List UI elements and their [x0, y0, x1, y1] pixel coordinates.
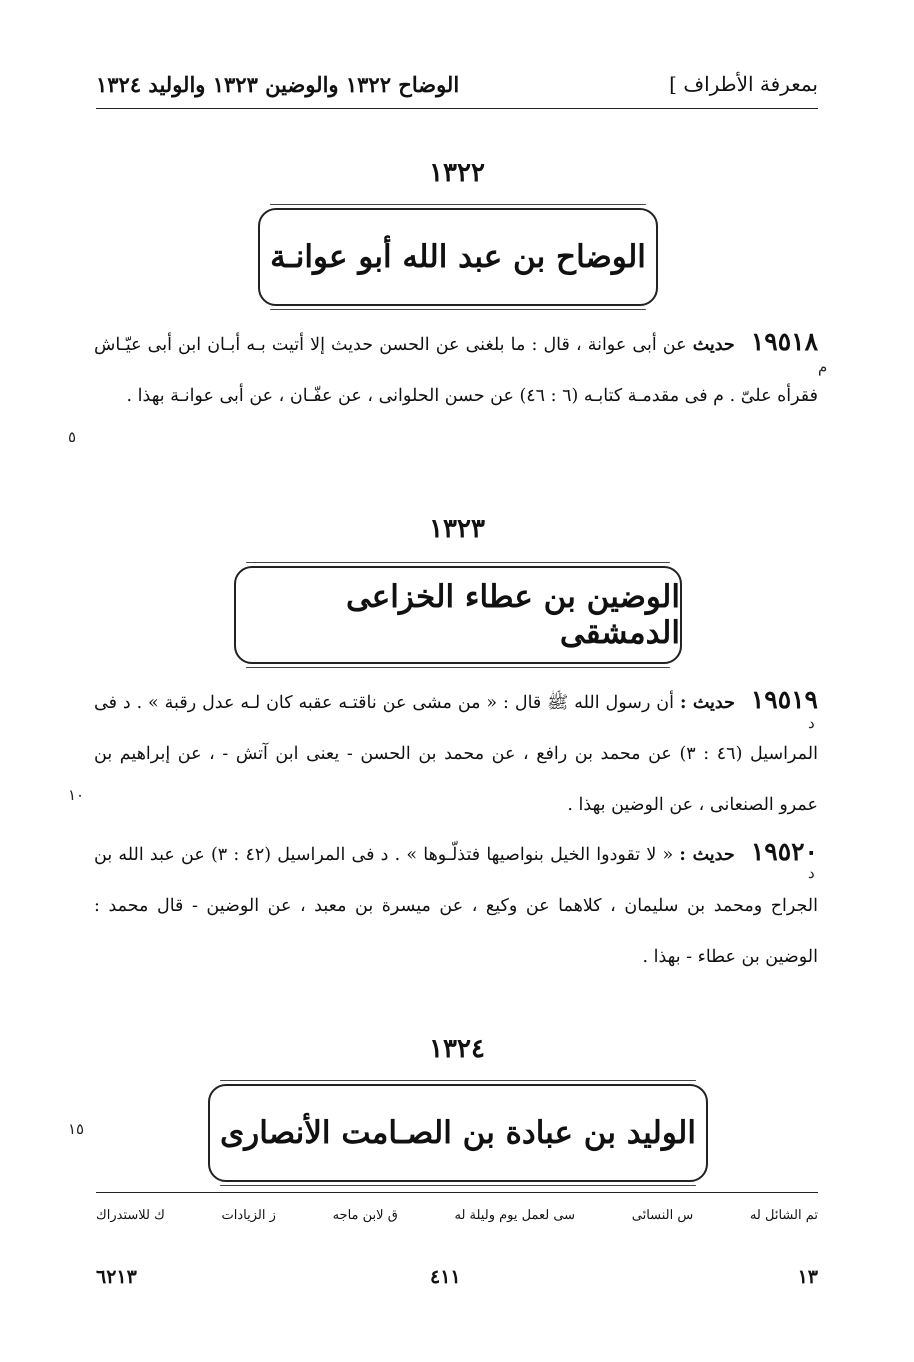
margin-line-number: ١٠ — [68, 786, 85, 804]
section-title: الوليد بن عبادة بن الصـامت الأنصارى — [220, 1115, 696, 1151]
running-head-left: الوضاح ١٣٢٢ والوضين ١٣٢٣ والوليد ١٣٢٤ — [96, 72, 460, 97]
legend-item: ز الزيادات — [221, 1208, 276, 1223]
entry-number: ١٩٥١٩ — [750, 685, 818, 714]
entry-text: عن أبى عوانة ، قال : ما بلغنى عن الحسن حديث إلا أتيت بـه أبـان ابن أبى عيّـاش فقرأه علىّ . م فى مقدمـة كتابـه (٦ : ٤٦) عن حسن الحلوانى ، عن عفّـان ، عن أبى عوانـة بهذا . — [94, 335, 818, 406]
section-number: ١٣٢٤ — [429, 1034, 485, 1064]
entry-sigla: د — [808, 714, 815, 732]
legend-item: ك للاستدراك — [96, 1208, 165, 1223]
hadith-entry — [94, 674, 818, 824]
legend-item: س النسائى — [631, 1208, 694, 1223]
folio-left: ٦٢١٣ — [96, 1266, 137, 1288]
hadith-entry — [94, 316, 818, 466]
footer-rule — [96, 1192, 818, 1193]
running-head — [96, 66, 818, 109]
entry-label: حديث : — [679, 845, 735, 865]
section-title: الوضين بن عطاء الخزاعى الدمشقى — [345, 579, 680, 651]
margin-line-number: ١٥ — [68, 1120, 85, 1138]
entry-label: حديث — [692, 335, 735, 355]
page-number: ٤١١ — [430, 1266, 461, 1288]
entry-label: حديث : — [679, 693, 735, 713]
entry-sigla: د — [808, 864, 815, 882]
entry-sigla: م — [818, 358, 828, 376]
legend-item: ق لابن ماجه — [332, 1208, 398, 1223]
entry-text: « لا تقودوا الخيل بنواصيها فتذلّـوها » . د فى المراسيل (٤٢ : ٣) عن عبد الله بن الجراح ومحمد بن سليمان ، كلاهما عن وكيع ، عن ميسرة بن معبد ، عن الوضين - قال محمد : الوضين بن عطاء - بهذا . — [94, 845, 818, 967]
legend-item: تم الشائل له — [749, 1208, 818, 1223]
legend-item: سى لعمل يوم وليلة له — [454, 1208, 576, 1223]
section-title: الوضاح بن عبد الله أبو عوانـة — [270, 239, 646, 275]
entry-text: أن رسول الله ﷺ قال : « من مشى عن ناقتـه عقبه كان لـه عدل رقبة » . د فى المراسيل (٤٦ : ٣) عن محمد بن رافع ، عن محمد بن الحسن - يعنى ابن آتش - ، عن إبراهيم بن عمرو الصنعانى ، عن الوضين بهذا . — [94, 693, 818, 815]
hadith-entry — [94, 826, 818, 976]
section-title-box — [234, 566, 682, 664]
margin-line-number: ٥ — [68, 428, 77, 446]
section-number: ١٣٢٣ — [429, 514, 485, 544]
folio-right: ١٣ — [797, 1266, 818, 1288]
section-title-box — [258, 208, 658, 306]
running-head-right: بمعرفة الأطراف ] — [669, 72, 818, 96]
entry-number: ١٩٥٢٠ — [750, 837, 818, 866]
sigla-legend — [96, 1208, 818, 1223]
section-number: ١٣٢٢ — [429, 158, 485, 188]
entry-number: ١٩٥١٨ — [750, 327, 818, 356]
section-title-box — [208, 1084, 708, 1182]
